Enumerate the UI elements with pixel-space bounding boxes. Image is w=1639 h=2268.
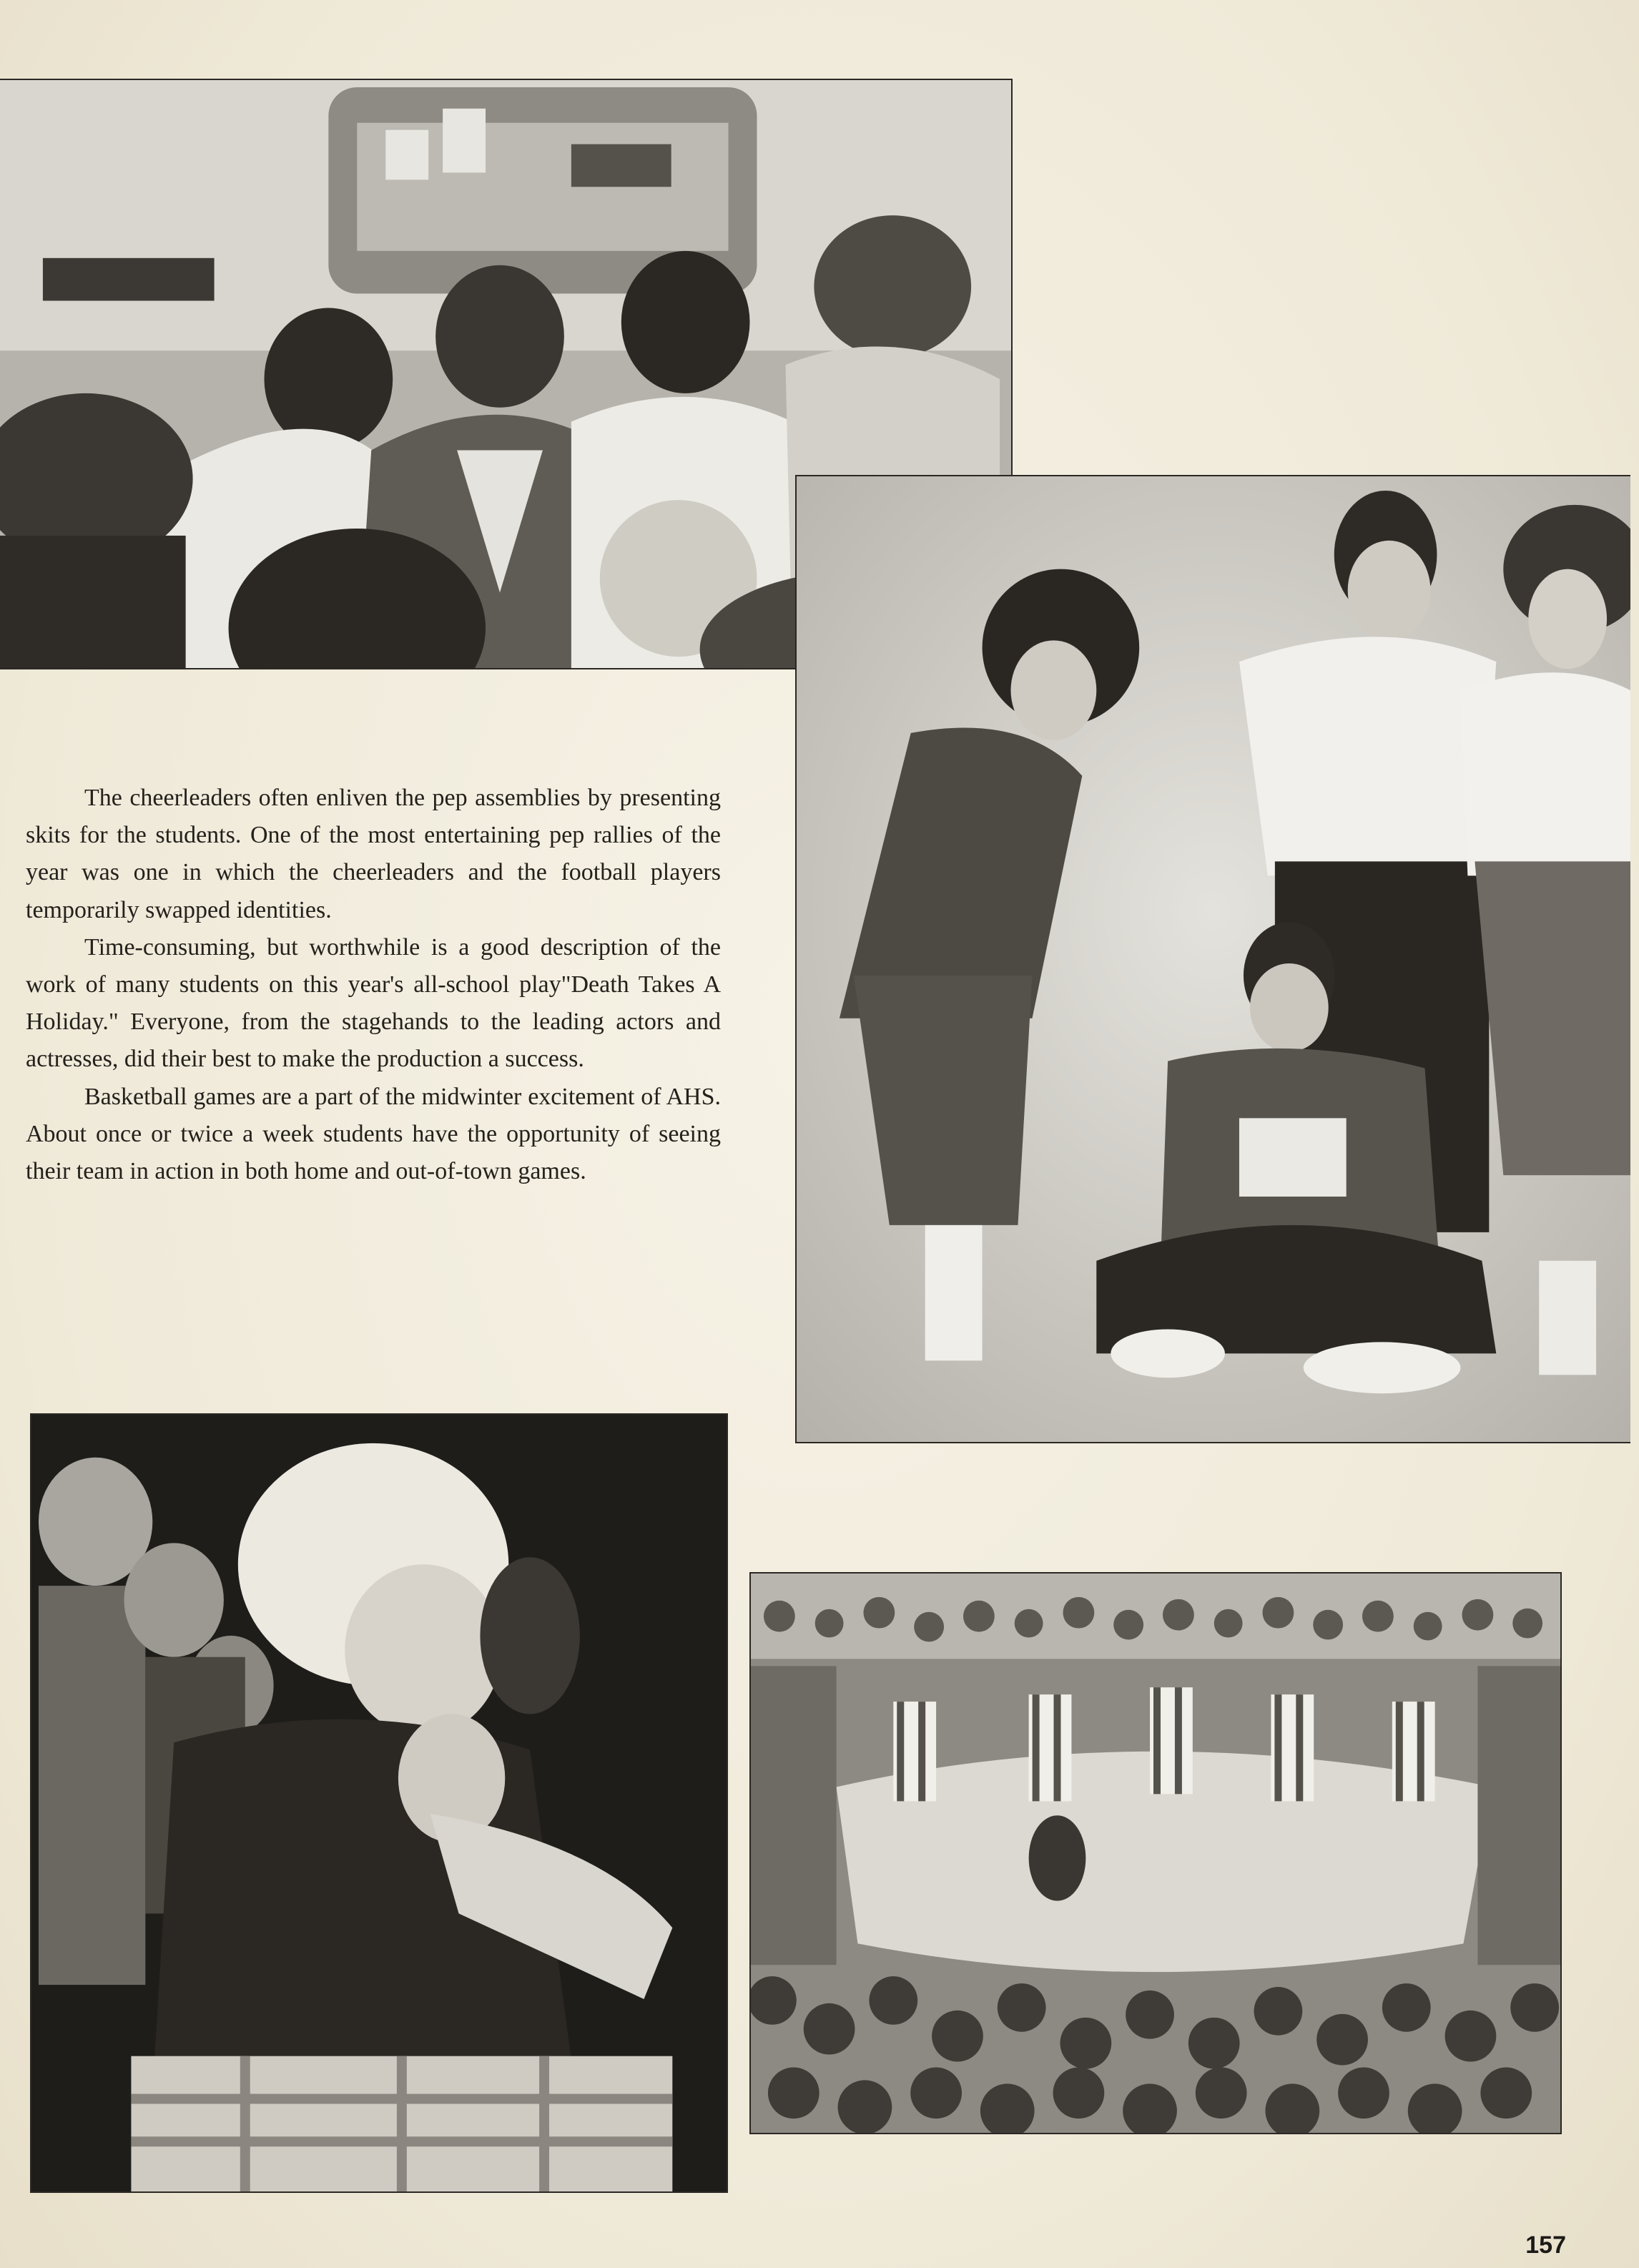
basketball-crowd-photo-image (31, 1415, 727, 2191)
article-body (26, 780, 721, 1190)
play-rehearsal-photo-image (797, 476, 1630, 1442)
pep-rally-photo-image (751, 1574, 1560, 2133)
article-paragraph: The cheerleaders often enliven the pep assemblies by presenting skits for the students. One of the most entertaining pep rallies of the year was one in which the cheerleaders and the football players temporarily swapped identities. (26, 785, 721, 923)
article-paragraph: Time-consuming, but worthwhile is a good description of the work of many students on this year's all-school play"Death Takes A Holiday." Everyone, from the stagehands to the leading actors and actresses, did their best to make the production a success. (26, 933, 721, 1073)
pep-rally-photo (749, 1572, 1562, 2134)
play-rehearsal-photo (795, 475, 1630, 1443)
article-paragraph: Basketball games are a part of the midwinter excitement of AHS. About once or twice a week students have the opportunity of seeing their team in action in both home and out-of-town games. (26, 1083, 721, 1185)
basketball-crowd-photo (30, 1413, 728, 2193)
page-number: 157 (1525, 2232, 1566, 2259)
